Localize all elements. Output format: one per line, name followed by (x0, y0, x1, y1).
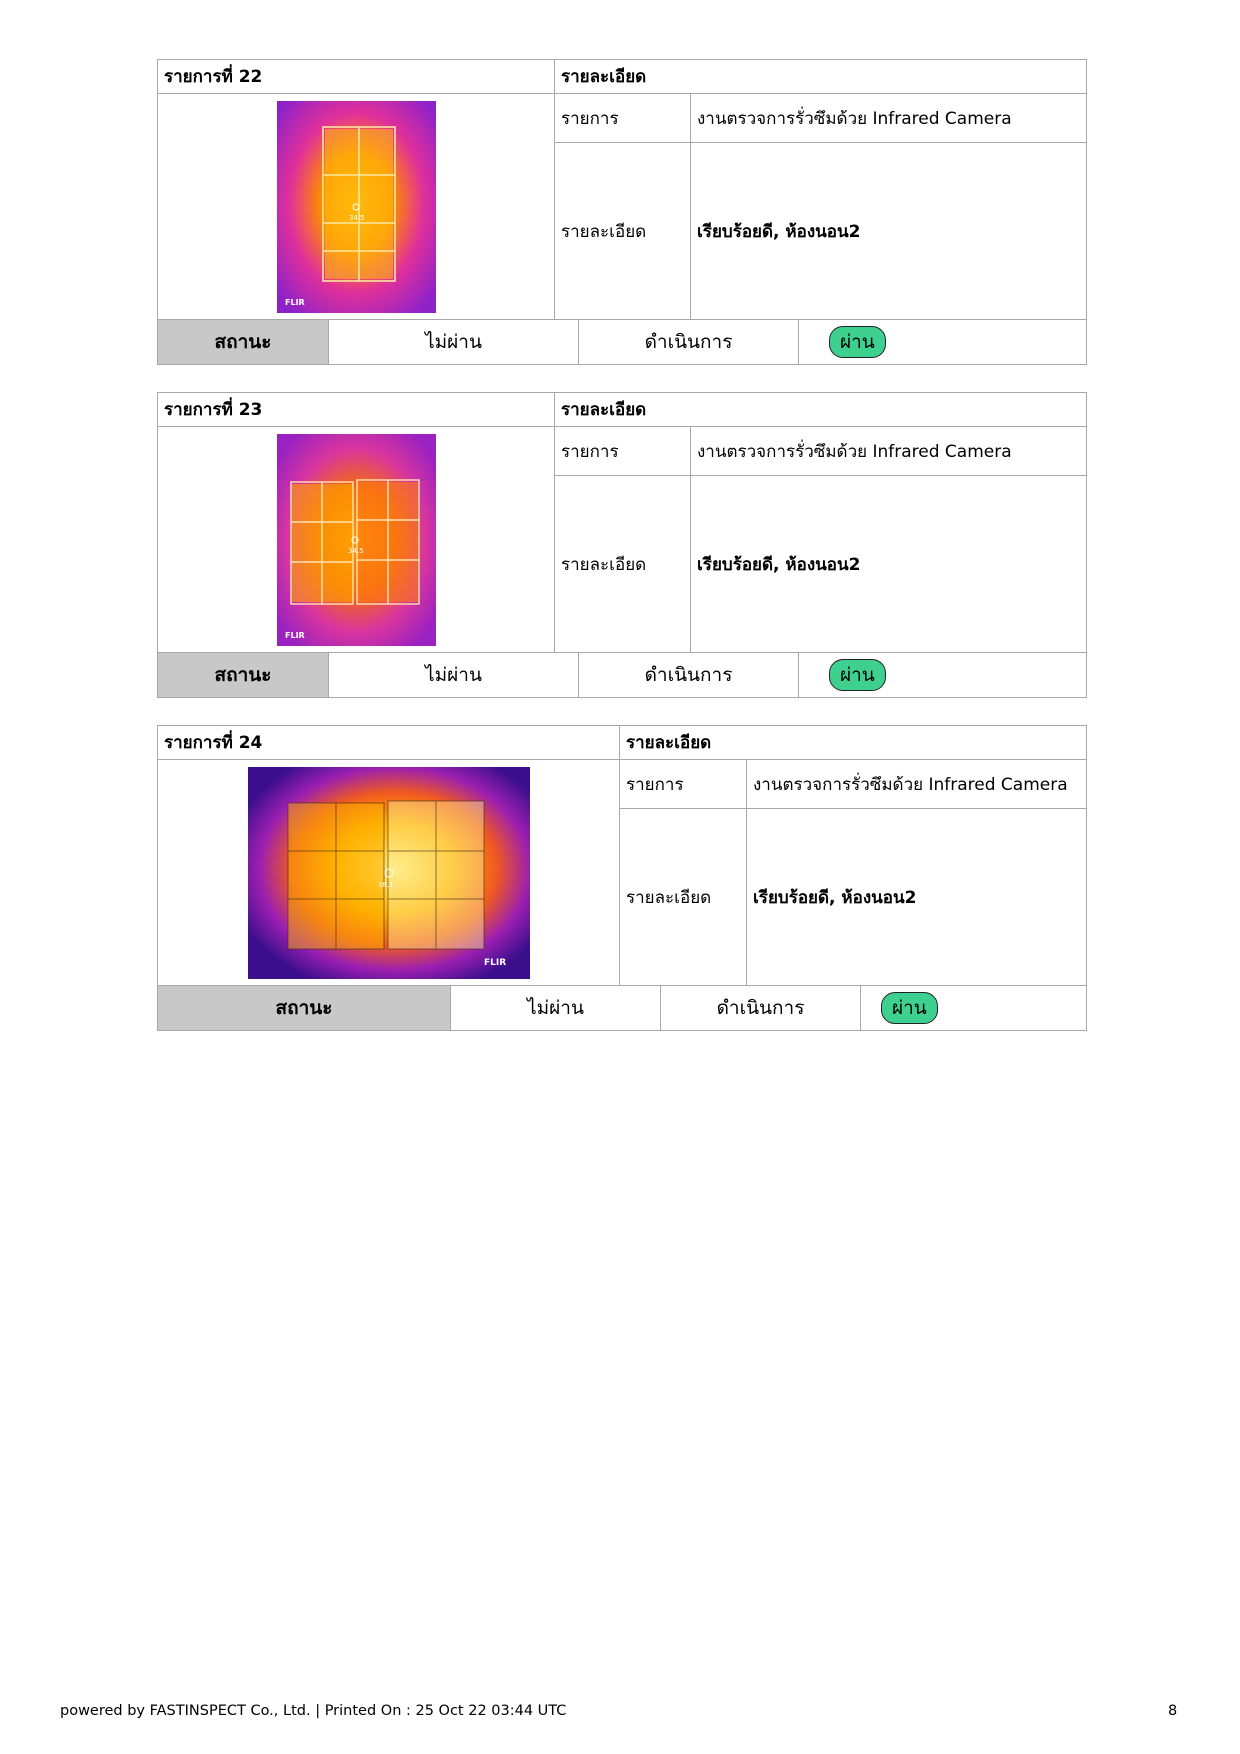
thermal-photo[interactable] (277, 434, 436, 646)
item-label: รายการ (555, 94, 691, 143)
thermal-reading: 38.1 (377, 880, 394, 889)
detail-value: เรียบร้อยดี, ห้องนอน2 (747, 809, 1087, 986)
item-value: งานตรวจการรั่วซึมด้วย Infrared Camera (691, 94, 1087, 143)
status-row (157, 652, 1087, 698)
item-table (157, 392, 1087, 653)
item-label: รายการ (620, 760, 747, 809)
item-table (157, 59, 1087, 320)
detail-header: รายละเอียด (555, 60, 1087, 94)
inspection-item-23 (157, 392, 1087, 698)
photo-cell (158, 94, 555, 320)
status-option-fail[interactable]: ไม่ผ่าน (425, 331, 482, 353)
item-title: รายการที่ 22 (158, 60, 555, 94)
item-label: รายการ (555, 427, 691, 476)
detail-value: เรียบร้อยดี, ห้องนอน2 (691, 476, 1087, 653)
detail-label: รายละเอียด (555, 476, 691, 653)
inspection-item-22 (157, 59, 1087, 365)
flir-logo: FLIR (483, 957, 506, 968)
status-label: สถานะ (158, 320, 329, 365)
thermal-photo[interactable] (277, 101, 436, 313)
item-value: งานตรวจการรั่วซึมด้วย Infrared Camera (691, 427, 1087, 476)
detail-label: รายละเอียด (555, 143, 691, 320)
status-option-in-progress[interactable]: ดำเนินการ (644, 331, 733, 353)
status-label: สถานะ (158, 653, 329, 698)
thermal-photo[interactable] (248, 767, 530, 979)
item-title: รายการที่ 24 (158, 726, 620, 760)
inspection-item-24 (157, 725, 1087, 1031)
footer-text: powered by FASTINSPECT Co., Ltd. | Printed On : 25 Oct 22 03:44 UTC (60, 1703, 567, 1719)
detail-header: รายละเอียด (620, 726, 1087, 760)
status-option-fail[interactable]: ไม่ผ่าน (425, 664, 482, 686)
photo-cell (158, 427, 555, 653)
status-option-in-progress[interactable]: ดำเนินการ (716, 997, 805, 1019)
item-table (157, 725, 1087, 986)
item-value: งานตรวจการรั่วซึมด้วย Infrared Camera (747, 760, 1087, 809)
thermal-reading: 34.5 (348, 213, 365, 222)
item-title: รายการที่ 23 (158, 393, 555, 427)
status-option-pass[interactable]: ผ่าน (829, 326, 886, 358)
detail-label: รายละเอียด (620, 809, 747, 986)
flir-logo: FLIR (284, 630, 305, 640)
flir-logo: FLIR (284, 297, 305, 307)
status-label: สถานะ (158, 986, 451, 1031)
detail-header: รายละเอียด (555, 393, 1087, 427)
page-number: 8 (1168, 1703, 1178, 1719)
status-option-fail[interactable]: ไม่ผ่าน (527, 997, 584, 1019)
status-row (157, 319, 1087, 365)
detail-value: เรียบร้อยดี, ห้องนอน2 (691, 143, 1087, 320)
photo-cell (158, 760, 620, 986)
thermal-reading: 34.5 (347, 546, 364, 555)
status-row (157, 985, 1087, 1031)
status-option-in-progress[interactable]: ดำเนินการ (644, 664, 733, 686)
status-option-pass[interactable]: ผ่าน (829, 659, 886, 691)
status-option-pass[interactable]: ผ่าน (881, 992, 938, 1024)
